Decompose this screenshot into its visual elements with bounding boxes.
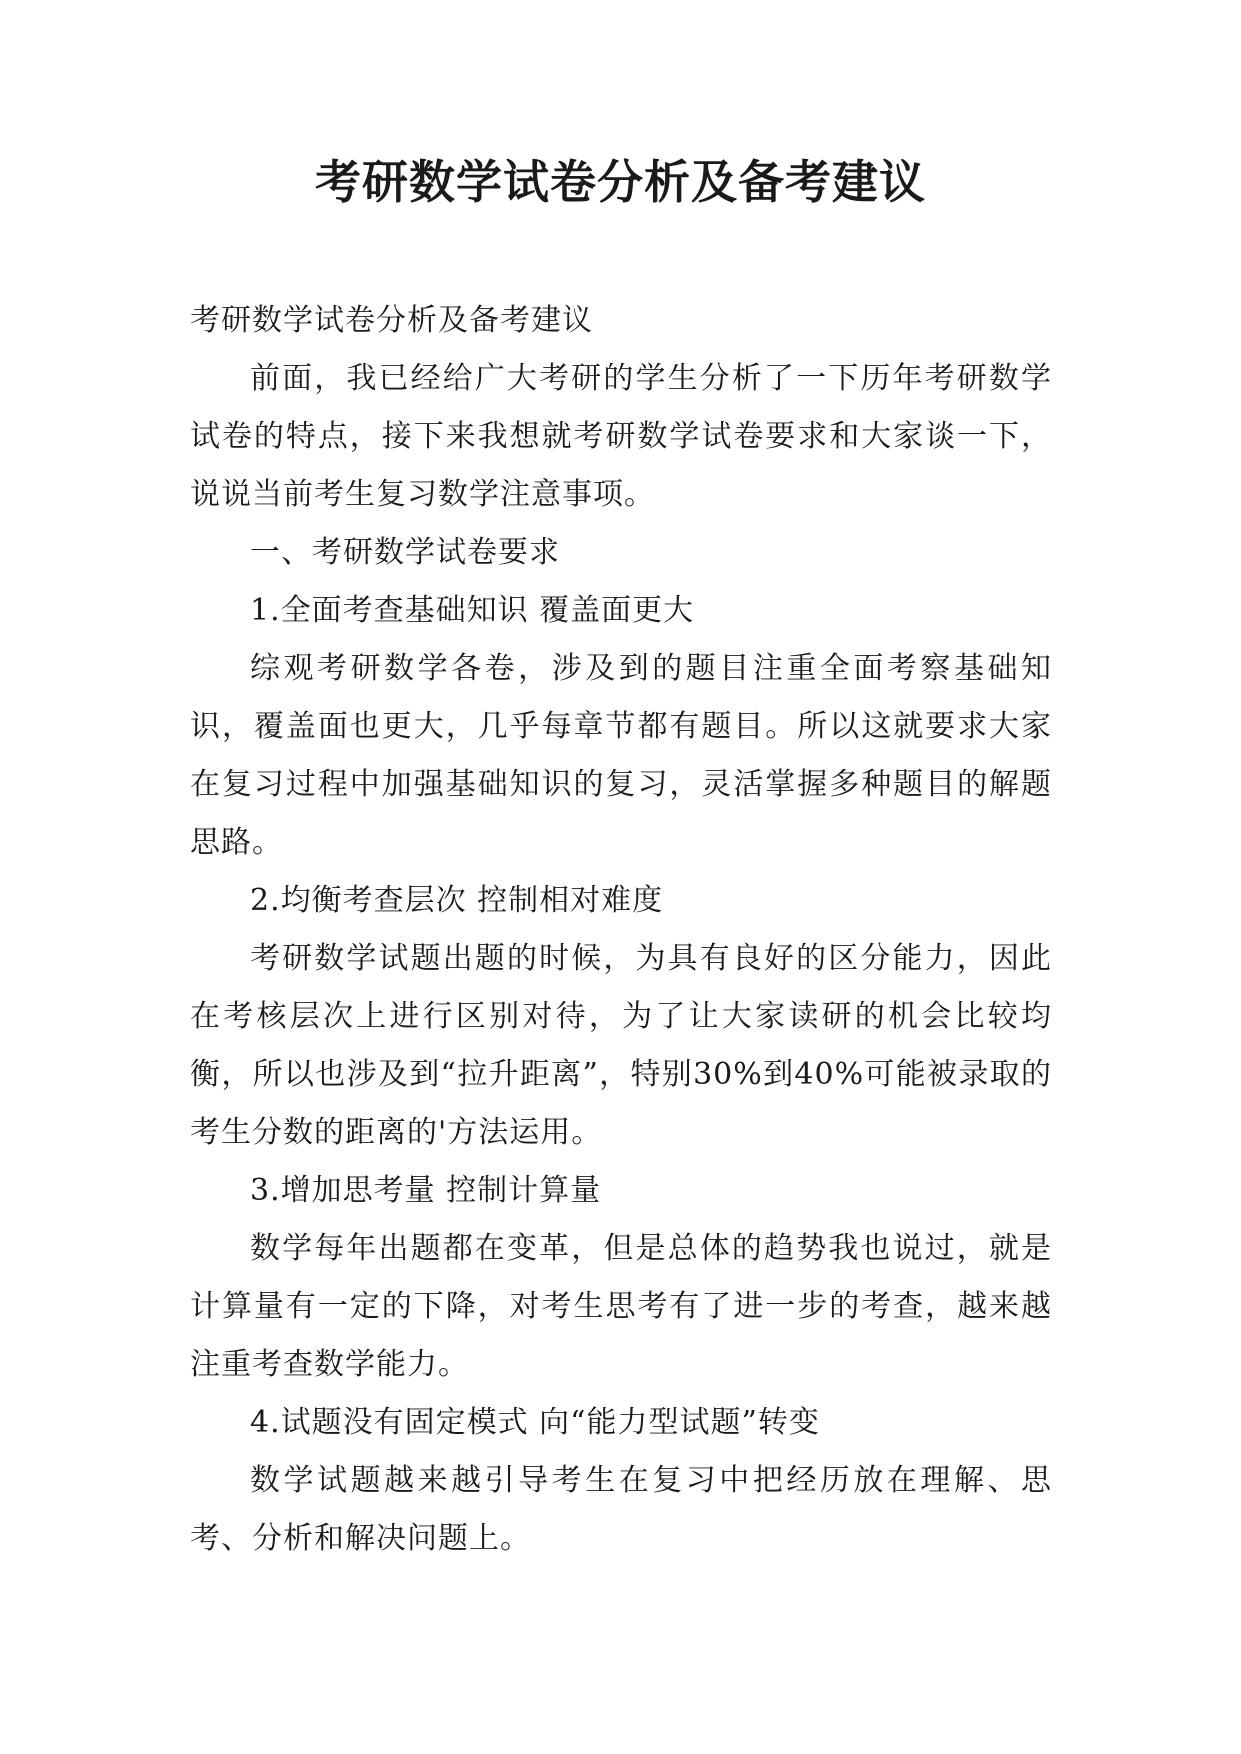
document-body bbox=[190, 292, 1052, 1568]
paragraph-1: 综观考研数学各卷，涉及到的题目注重全面考察基础知识，覆盖面也更大，几乎每章节都有题目。所以这就要求大家在复习过程中加强基础知识的复习，灵活掌握多种题目的解题思路。 bbox=[190, 651, 1052, 860]
subheading-4: 4.试题没有固定模式 向“能力型试题”转变 bbox=[250, 1405, 820, 1440]
section-heading: 一、考研数学试卷要求 bbox=[250, 535, 560, 570]
paragraph-2: 考研数学试题出题的时候，为具有良好的区分能力，因此在考核层次上进行区别对待，为了让大家读研的机会比较均衡，所以也涉及到“拉升距离”，特别30%到40%可能被录取的考生分数的距离的'方法运用。 bbox=[190, 941, 1052, 1150]
subheading-2: 2.均衡考查层次 控制相对难度 bbox=[250, 883, 664, 918]
paragraph-subtitle: 考研数学试卷分析及备考建议 bbox=[190, 303, 593, 338]
paragraph-4: 数学试题越来越引导考生在复习中把经历放在理解、思考、分析和解决问题上。 bbox=[190, 1463, 1052, 1556]
subheading-3: 3.增加思考量 控制计算量 bbox=[250, 1173, 602, 1208]
document-title: 考研数学试卷分析及备考建议 bbox=[315, 155, 926, 209]
paragraph-intro: 前面，我已经给广大考研的学生分析了一下历年考研数学试卷的特点，接下来我想就考研数学试卷要求和大家谈一下，说说当前考生复习数学注意事项。 bbox=[190, 361, 1052, 512]
paragraph-3: 数学每年出题都在变革，但是总体的趋势我也说过，就是计算量有一定的下降，对考生思考有了进一步的考查，越来越注重考查数学能力。 bbox=[190, 1231, 1052, 1382]
subheading-1: 1.全面考查基础知识 覆盖面更大 bbox=[250, 593, 695, 628]
